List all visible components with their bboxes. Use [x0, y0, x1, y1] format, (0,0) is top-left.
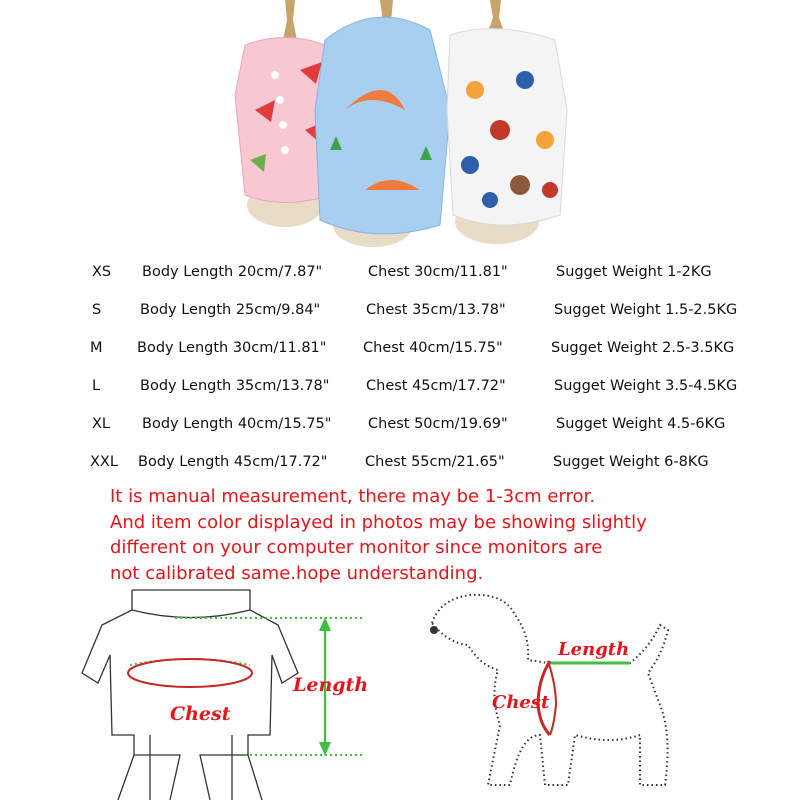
suggested-weight: Sugget Weight 6-8KG [553, 454, 709, 470]
dog-nose-icon [430, 626, 438, 634]
size-row [0, 416, 800, 454]
white-bear-shirt [447, 29, 567, 225]
measurement-note [110, 484, 790, 586]
note-line: And item color displayed in photos may be showing slightly [110, 511, 647, 533]
chest: Chest 50cm/19.69" [368, 416, 508, 432]
product-photo [225, 0, 570, 252]
chest: Chest 40cm/15.75" [363, 340, 503, 356]
measurement-diagram [0, 585, 800, 800]
suggested-weight: Sugget Weight 2.5-3.5KG [551, 340, 735, 356]
size-row [0, 302, 800, 340]
dog-outline [432, 595, 668, 785]
chest: Chest 30cm/11.81" [368, 264, 508, 280]
suggested-weight: Sugget Weight 4.5-6KG [556, 416, 726, 432]
garment-outline [82, 590, 298, 800]
size-chart [0, 252, 800, 482]
note-line: It is manual measurement, there may be 1-3cm error. [110, 486, 596, 507]
body-length: Body Length 20cm/7.87" [142, 264, 323, 280]
suggested-weight: Sugget Weight 3.5-4.5KG [554, 378, 738, 394]
dog-chest-label: Chest [492, 692, 550, 713]
size-label: XS [92, 264, 112, 280]
size-label: S [92, 302, 102, 318]
body-length: Body Length 45cm/17.72" [138, 454, 328, 470]
suggested-weight: Sugget Weight 1-2KG [556, 264, 712, 280]
blue-dinosaur-hoodie [315, 17, 450, 234]
chest: Chest 35cm/13.78" [366, 302, 506, 318]
garment-length-label: Length [293, 674, 369, 696]
note-line: not calibrated same.hope understanding. [110, 562, 484, 584]
size-row [0, 378, 800, 416]
size-label: M [90, 340, 103, 356]
size-row [0, 264, 800, 302]
body-length: Body Length 30cm/11.81" [137, 340, 327, 356]
size-row [0, 340, 800, 378]
dog-length-label: Length [558, 639, 630, 660]
chest: Chest 45cm/17.72" [366, 378, 506, 394]
chest: Chest 55cm/21.65" [365, 454, 505, 470]
suggested-weight: Sugget Weight 1.5-2.5KG [554, 302, 738, 318]
size-label: XXL [90, 454, 118, 470]
body-length: Body Length 35cm/13.78" [140, 378, 330, 394]
body-length: Body Length 40cm/15.75" [142, 416, 332, 432]
chest-curve [128, 659, 252, 687]
note-line: different on your computer monitor since monitors are [110, 537, 603, 558]
garment-chest-label: Chest [170, 703, 231, 725]
body-length: Body Length 25cm/9.84" [140, 302, 321, 318]
size-label: L [92, 378, 101, 394]
size-label: XL [92, 416, 111, 432]
